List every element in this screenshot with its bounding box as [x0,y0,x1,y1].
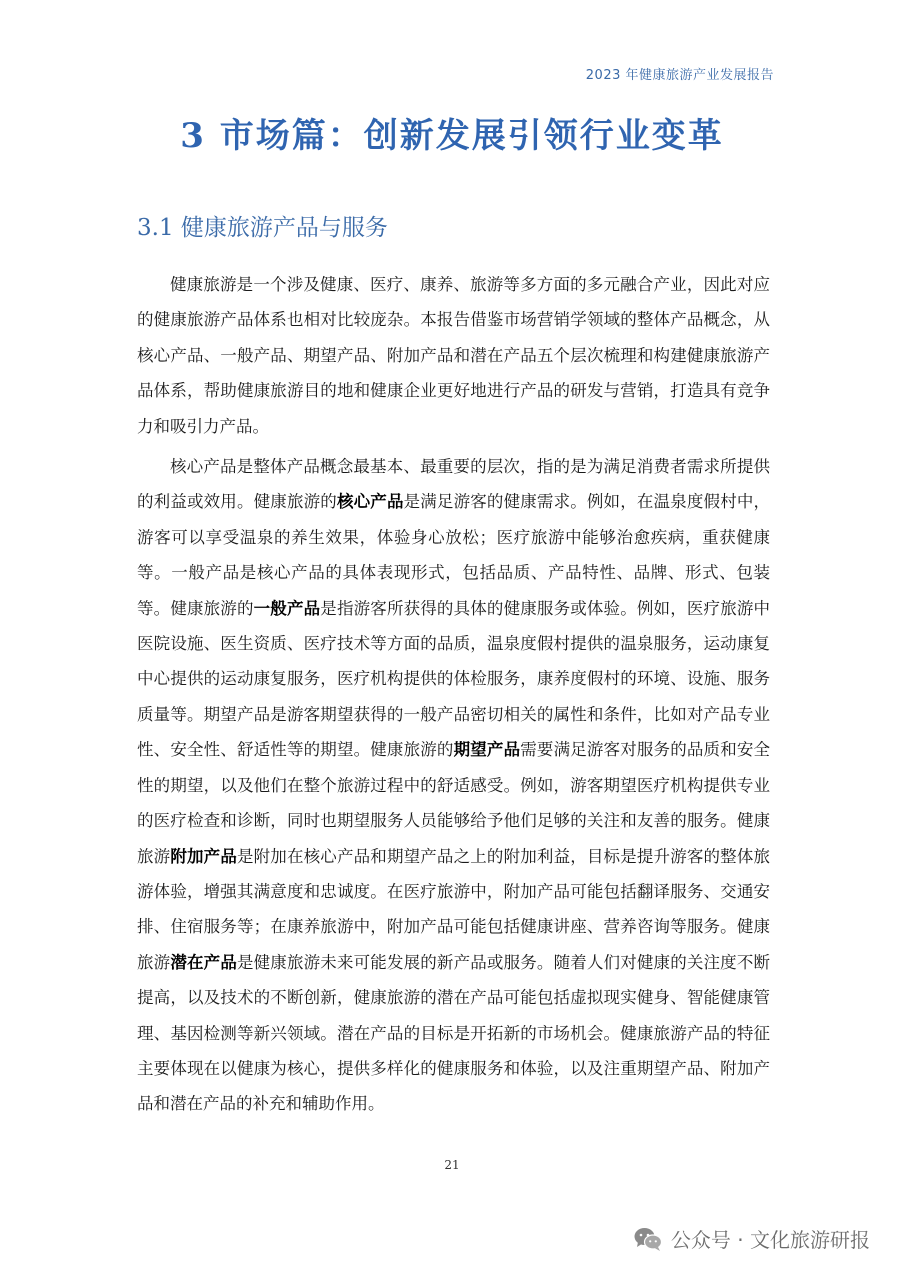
text-segment: 是指游客所获得的具体的健康服务或体验。例如，医疗旅游中医院设施、医生资质、医疗技术等方面的品质，温泉度假村提供的温泉服务，运动康复中心提供的运动康复服务，医疗机构提供的体检服务，康养度假村的环境、设施、服务质量等。期望产品是游客期望获得的一般产品密切相关的属性和条件，比如对产品专业性、安全性、舒适性等的期望。健康旅游的 [137,598,771,760]
wechat-icon [633,1226,663,1252]
watermark-text: 公众号 · 文化旅游研报 [670,1228,870,1252]
watermark [633,1224,870,1253]
bold-term-general-product: 一般产品 [253,598,321,618]
text-segment: 是满足游客的健康需求。例如，在温泉度假村中，游客可以享受温泉的养生效果，体验身心放松；医疗旅游中能够治愈疾病，重获健康等。一般产品是核心产品的具体表现形式，包括品质、产品特性、品牌、形式、包装等。健康旅游的 [137,492,771,618]
text-segment: 需要满足游客对服务的品质和安全性的期望，以及他们在整个旅游过程中的舒适感受。例如，游客期望医疗机构提供专业的医疗检查和诊断，同时也期望服务人员能够给予他们足够的关注和友善的服务。健康旅游 [137,740,771,866]
text-segment: 核心产品是整体产品概念最基本、最重要的层次，指的是为满足消费者需求所提供的利益或效用。健康旅游的 [137,457,770,512]
body-text [137,267,770,1127]
bold-term-core-product: 核心产品 [336,492,404,512]
section-title: 3.1 健康旅游产品与服务 [137,215,388,241]
text-segment: 是附加在核心产品和期望产品之上的附加利益，目标是提升游客的整体旅游体验，增强其满意度和忠诚度。在医疗旅游中，附加产品可能包括翻译服务、交通安排、住宿服务等；在康养旅游中，附加产品可能包括健康讲座、营养咨询等服务。健康旅游 [137,846,771,972]
page-number: 21 [444,1158,460,1172]
bold-term-augmented-product: 附加产品 [170,846,237,866]
chapter-title: 3 市场篇：创新发展引领行业变革 [180,116,724,156]
paragraph-intro: 健康旅游是一个涉及健康、医疗、康养、旅游等多方面的多元融合产业，因此对应的健康旅游产品体系也相对比较庞杂。本报告借鉴市场营销学领域的整体产品概念，从核心产品、一般产品、期望产品、附加产品和潜在产品五个层次梳理和构建健康旅游产品体系，帮助健康旅游目的地和健康企业更好地进行产品的研发与营销，打造具有竞争力和吸引力产品。 [137,275,770,436]
paragraph-product-levels [137,449,770,1122]
text-segment: 是健康旅游未来可能发展的新产品或服务。随着人们对健康的关注度不断提高，以及技术的不断创新，健康旅游的潜在产品可能包括虚拟现实健身、智能健康管理、基因检测等新兴领域。潜在产品的目标是开拓新的市场机会。健康旅游产品的特征主要体现在以健康为核心，提供多样化的健康服务和体验，以及注重期望产品、附加产品和潜在产品的补充和辅助作用。 [137,952,771,1114]
running-header: 2023 年健康旅游产业发展报告 [585,68,774,83]
bold-term-potential-product: 潜在产品 [170,952,237,972]
bold-term-expected-product: 期望产品 [453,740,521,760]
